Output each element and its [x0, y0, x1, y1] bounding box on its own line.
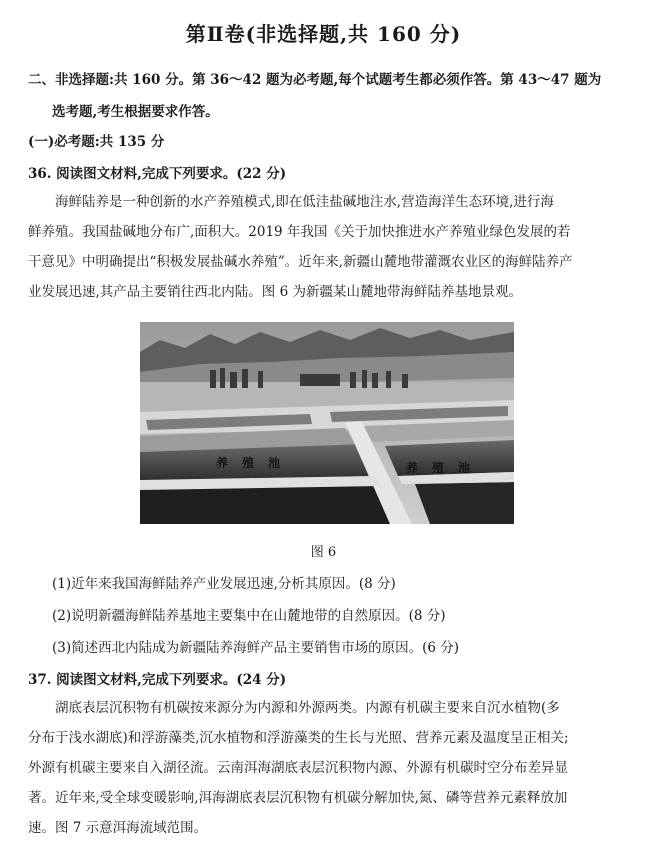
section-title: 第Ⅱ卷(非选择题,共 160 分): [185, 22, 462, 46]
material-line: 湖底表层沉积物有机碳按来源分为内源和外源两类。内源有机碳主要来自沉水植物(多: [55, 700, 560, 716]
question-36-material: [28, 187, 628, 307]
question-36-header: 36. 阅读图文材料,完成下列要求。(22 分): [28, 166, 287, 182]
material-line: 干意见》中明确提出“积极发展盐碱水养殖”。近年来,新疆山麓地带灌溉农业区的海鲜陆养产: [28, 254, 573, 270]
material-line: 鲜养殖。我国盐碱地分布广,面积大。2019 年我国《关于加快推进水产养殖业绿色发展的若: [28, 224, 571, 240]
landscape-illustration: [140, 322, 514, 524]
material-line: 著。近年来,受全球变暖影响,洱海湖底表层沉积物有机碳分解加快,氮、磷等营养元素释放加: [28, 790, 568, 806]
section-intro-line1: 二、非选择题:共 160 分。第 36～42 题为必考题,每个试题考生都必须作答。第 43～47 题为: [28, 72, 602, 88]
material-line: 海鲜陆养是一种创新的水产养殖模式,即在低洼盐碱地注水,营造海洋生态环境,进行海: [55, 194, 554, 210]
material-line: 外源有机碳主要来自入湖径流。云南洱海湖底表层沉积物内源、外源有机碳时空分布差异显: [28, 760, 568, 776]
figure-caption: 图 6: [310, 545, 337, 560]
section-intro-line2: 选考题,考生根据要求作答。: [52, 104, 219, 120]
figure-6-photo: [140, 322, 514, 524]
question-36-sub-1: (1)近年来我国海鲜陆养产业发展迅速,分析其原因。(8 分): [52, 576, 396, 592]
material-line: 速。图 7 示意洱海流域范围。: [28, 820, 208, 836]
pond-label-left: 养殖池: [216, 456, 295, 470]
question-37-header: 37. 阅读图文材料,完成下列要求。(24 分): [28, 672, 287, 688]
question-37-material: [28, 693, 628, 843]
material-line: 分布于浅水湖底)和浮游藻类,沉水植物和浮游藻类的生长与光照、营养元素及温度呈正相关;: [28, 730, 569, 746]
question-36-sub-3: (3)简述西北内陆成为新疆陆养海鲜产品主要销售市场的原因。(6 分): [52, 640, 460, 656]
pond-label-right: 养殖池: [406, 461, 485, 475]
material-line: 业发展迅速,其产品主要销往西北内陆。图 6 为新疆某山麓地带海鲜陆养基地景观。: [28, 284, 522, 300]
question-36-sub-2: (2)说明新疆海鲜陆养基地主要集中在山麓地带的自然原因。(8 分): [52, 608, 446, 624]
part-heading: (一)必考题:共 135 分: [28, 134, 165, 150]
